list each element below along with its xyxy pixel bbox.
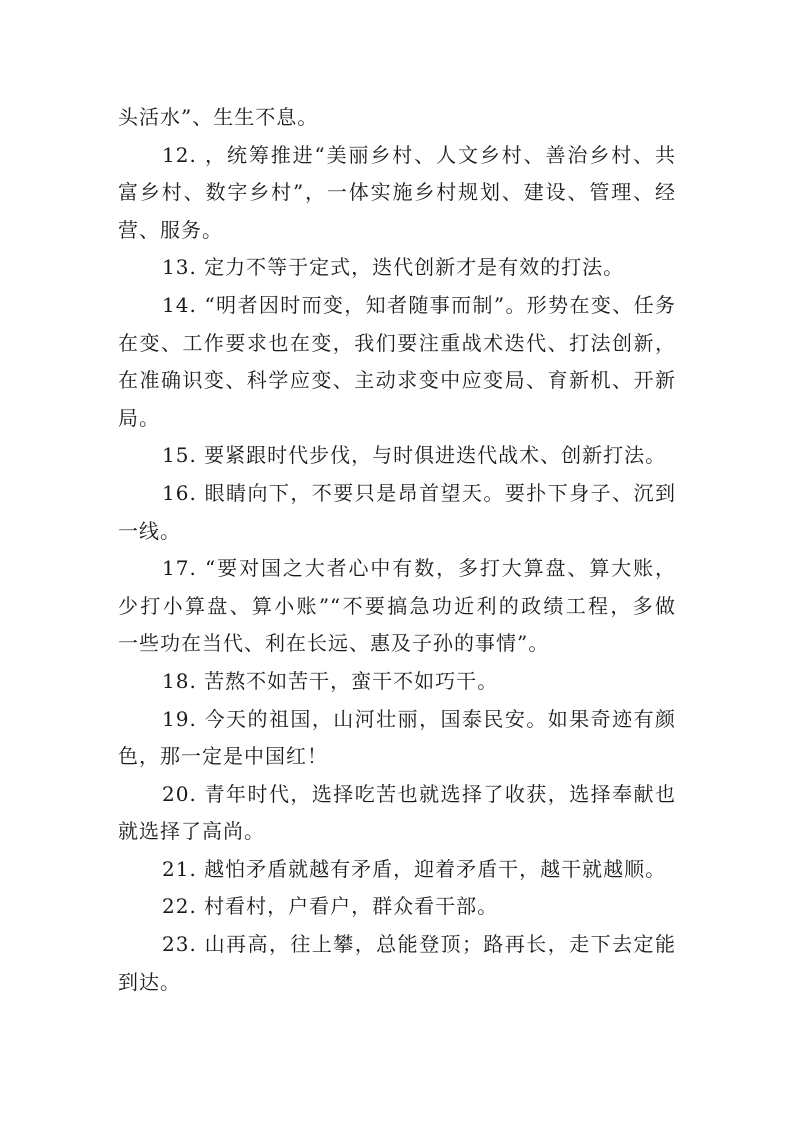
paragraph [118, 926, 676, 1001]
text-line: 富乡村、数字乡村”，一体实施乡村规划、建设、管理、经 [118, 180, 676, 205]
paragraph [118, 701, 676, 776]
paragraph [118, 663, 676, 701]
text-line: 15. 要紧跟时代步伐，与时俱进迭代战术、创新打法。 [162, 443, 667, 468]
text-line: 营、服务。 [118, 217, 223, 242]
paragraph [118, 249, 676, 287]
text-line: 22. 村看村，户看户，群众看干部。 [162, 894, 499, 919]
text-line: 18. 苦熬不如苦干，蛮干不如巧干。 [162, 668, 499, 693]
paragraph [118, 287, 676, 437]
text-line: 17. “要对国之大者心中有数，多打大算盘、算大账， [162, 556, 676, 581]
text-line: 一线。 [118, 518, 181, 543]
text-line: 12. ，统筹推进“美丽乡村、人文乡村、善治乡村、共 [162, 142, 676, 167]
text-line: 少打小算盘、算小账”“不要搞急功近利的政绩工程，多做 [118, 593, 676, 618]
text-line: 色，那一定是中国红！ [118, 744, 328, 769]
text-line: 在变、工作要求也在变，我们要注重战术迭代、打法创新， [118, 330, 676, 355]
text-line: 13. 定力不等于定式，迭代创新才是有效的打法。 [162, 255, 625, 280]
paragraph [118, 99, 676, 137]
text-line: 16. 眼睛向下，不要只是昂首望天。要扑下身子、沉到 [162, 480, 676, 505]
text-line: 20. 青年时代，选择吃苦也就选择了收获，选择奉献也 [162, 781, 676, 806]
paragraph [118, 888, 676, 926]
text-line: 19. 今天的祖国，山河壮丽，国泰民安。如果奇迹有颜 [162, 706, 676, 731]
text-line: 一些功在当代、利在长远、惠及子孙的事情”。 [118, 631, 550, 656]
text-line: 14. “明者因时而变，知者随事而制”。形势在变、任务 [162, 292, 676, 317]
text-line: 就选择了高尚。 [118, 819, 265, 844]
paragraph [118, 851, 676, 889]
paragraph [118, 137, 676, 250]
paragraph [118, 776, 676, 851]
paragraph [118, 437, 676, 475]
document-body [118, 99, 676, 1001]
text-line: 头活水”、生生不息。 [118, 105, 319, 129]
paragraph [118, 475, 676, 550]
paragraph [118, 550, 676, 663]
text-line: 局。 [118, 405, 160, 430]
text-line: 21. 越怕矛盾就越有矛盾，迎着矛盾干，越干就越顺。 [162, 856, 667, 881]
text-line: 在准确识变、科学应变、主动求变中应变局、育新机、开新 [118, 368, 676, 393]
text-line: 到达。 [118, 969, 181, 994]
text-line: 23. 山再高，往上攀，总能登顶；路再长，走下去定能 [162, 932, 676, 957]
